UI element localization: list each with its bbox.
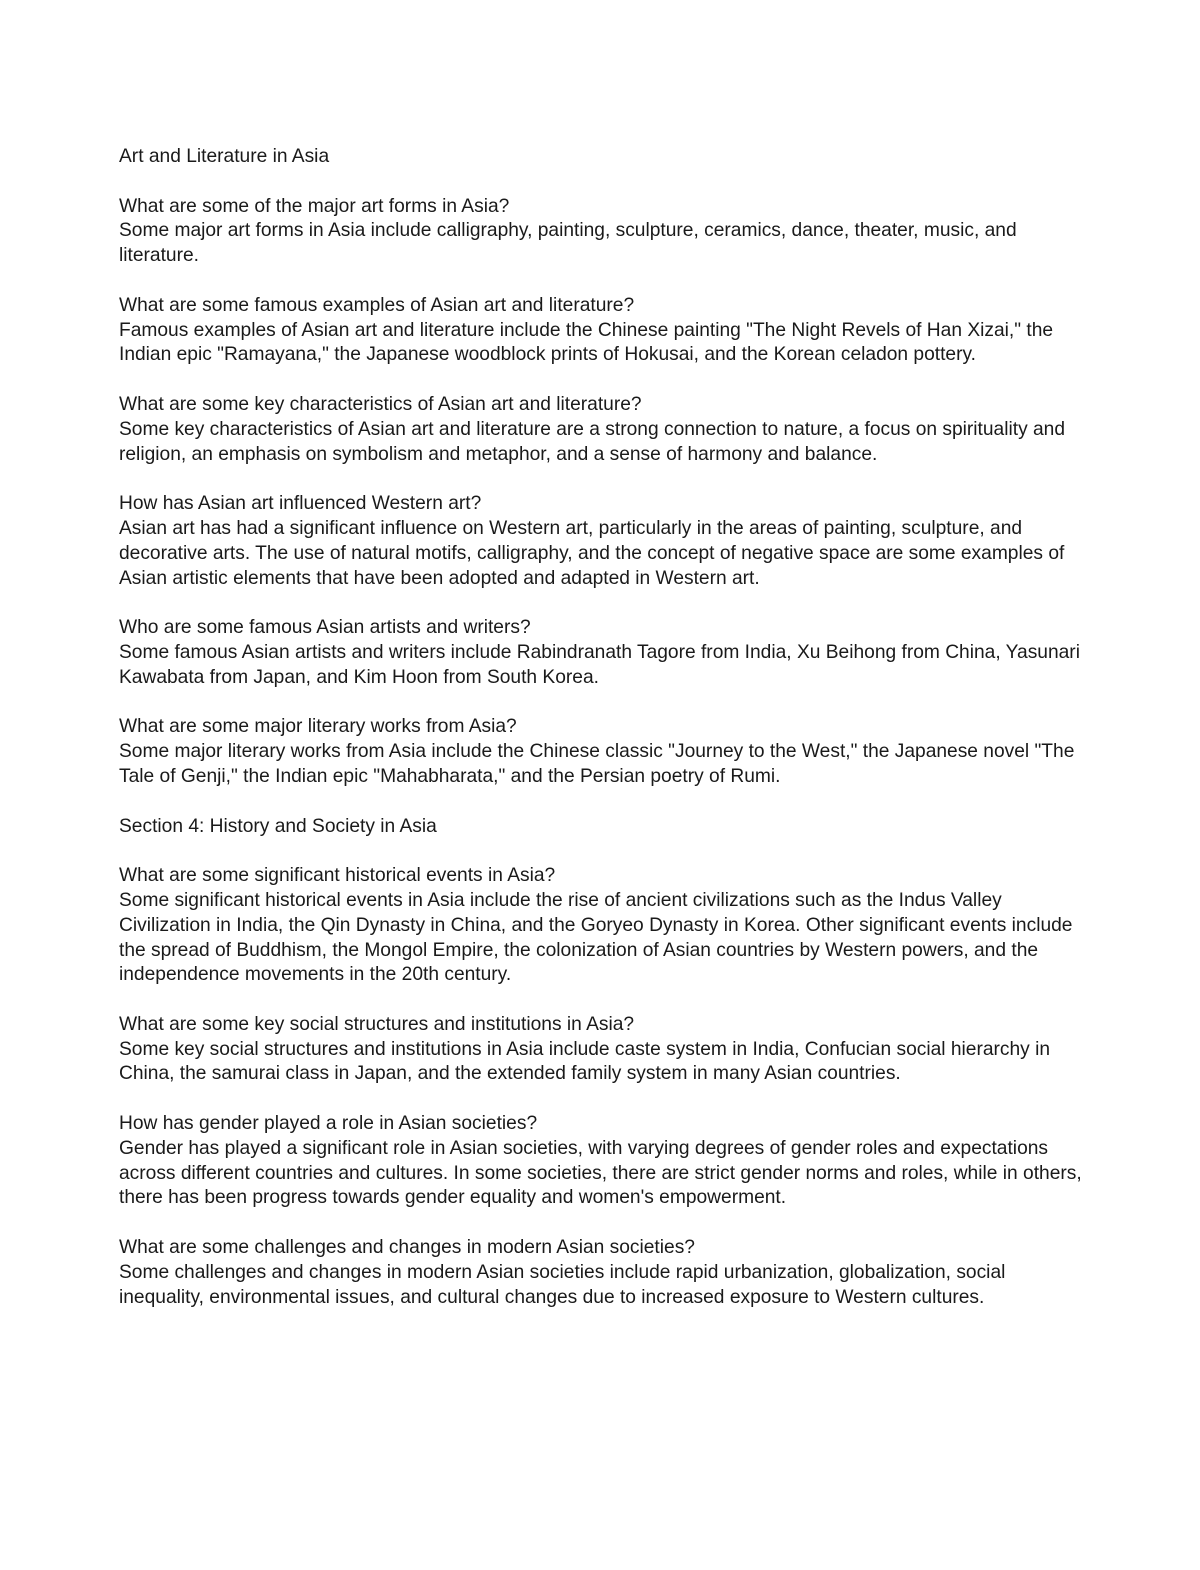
question: What are some significant historical events in Asia? bbox=[119, 865, 556, 887]
answer: Some challenges and changes in modern Asian societies include rapid urbanization, globalization, social inequality, environmental issues, and cultural changes due to increased exposure to Western cultures. bbox=[119, 1261, 1011, 1308]
section-heading: Section 4: History and Society in Asia bbox=[119, 815, 437, 837]
question: What are some key social structures and institutions in Asia? bbox=[119, 1013, 635, 1035]
question: What are some of the major art forms in Asia? bbox=[119, 195, 510, 217]
answer: Gender has played a significant role in Asian societies, with varying degrees of gender roles and expectations across different countries and cultures. In some societies, there are strict gender norms and roles, while in others, there has been progress towards gender equality and women's empowerment. bbox=[119, 1137, 1088, 1209]
question: How has gender played a role in Asian societies? bbox=[119, 1113, 538, 1135]
qa-social-structures bbox=[119, 1013, 1084, 1087]
question: What are some major literary works from Asia? bbox=[119, 716, 517, 738]
qa-key-characteristics bbox=[119, 393, 1084, 467]
answer: Some key social structures and institutions in Asia include caste system in India, Confucian social hierarchy in China, the samurai class in Japan, and the extended family system in many Asian countries. bbox=[119, 1038, 1056, 1085]
question: How has Asian art influenced Western art? bbox=[119, 493, 482, 515]
qa-famous-examples bbox=[119, 294, 1084, 368]
answer: Some famous Asian artists and writers include Rabindranath Tagore from India, Xu Beihong from China, Yasunari Kawabata from Japan, and Kim Hoon from South Korea. bbox=[119, 641, 1086, 688]
answer: Some significant historical events in Asia include the rise of ancient civilizations such as the Indus Valley Civilization in India, the Qin Dynasty in China, and the Goryeo Dynasty in Korea. Other significant events include the spread of Buddhism, the Mongol Empire, the colonization of Asian countries by Western powers, and the independence movements in the 20th century. bbox=[119, 889, 1078, 986]
answer: Asian art has had a significant influence on Western art, particularly in the areas of painting, sculpture, and decorative arts. The use of natural motifs, calligraphy, and the concept of negative space are some examples of Asian artistic elements that have been adopted and adapted in Western art. bbox=[119, 517, 1069, 589]
section-heading-block bbox=[119, 815, 1084, 840]
qa-art-forms bbox=[119, 195, 1084, 269]
answer: Some key characteristics of Asian art and literature are a strong connection to nature, a focus on spirituality and religion, an emphasis on symbolism and metaphor, and a sense of harmony and balance. bbox=[119, 418, 1071, 465]
answer: Some major art forms in Asia include calligraphy, painting, sculpture, ceramics, dance, theater, music, and literature. bbox=[119, 220, 1022, 267]
question: Who are some famous Asian artists and writers? bbox=[119, 617, 531, 639]
answer: Famous examples of Asian art and literature include the Chinese painting "The Night Revels of Han Xizai," the Indian epic "Ramayana," the Japanese woodblock prints of Hokusai, and the Korean celadon pottery. bbox=[119, 319, 1059, 366]
qa-modern-challenges bbox=[119, 1236, 1084, 1310]
question: What are some challenges and changes in modern Asian societies? bbox=[119, 1237, 695, 1259]
qa-historical-events bbox=[119, 864, 1084, 988]
qa-literary-works bbox=[119, 715, 1084, 789]
qa-western-influence bbox=[119, 492, 1084, 591]
qa-famous-artists bbox=[119, 616, 1084, 690]
answer: Some major literary works from Asia include the Chinese classic "Journey to the West," the Japanese novel "The Tale of Genji," the Indian epic "Mahabharata," and the Persian poetry of Rumi. bbox=[119, 741, 1080, 787]
document-page bbox=[119, 145, 1088, 1335]
qa-gender-role bbox=[119, 1112, 1088, 1211]
question: What are some famous examples of Asian art and literature? bbox=[119, 294, 635, 316]
document-title: Art and Literature in Asia bbox=[119, 146, 330, 167]
question: What are some key characteristics of Asian art and literature? bbox=[119, 393, 642, 415]
document-title-block bbox=[119, 145, 1084, 170]
